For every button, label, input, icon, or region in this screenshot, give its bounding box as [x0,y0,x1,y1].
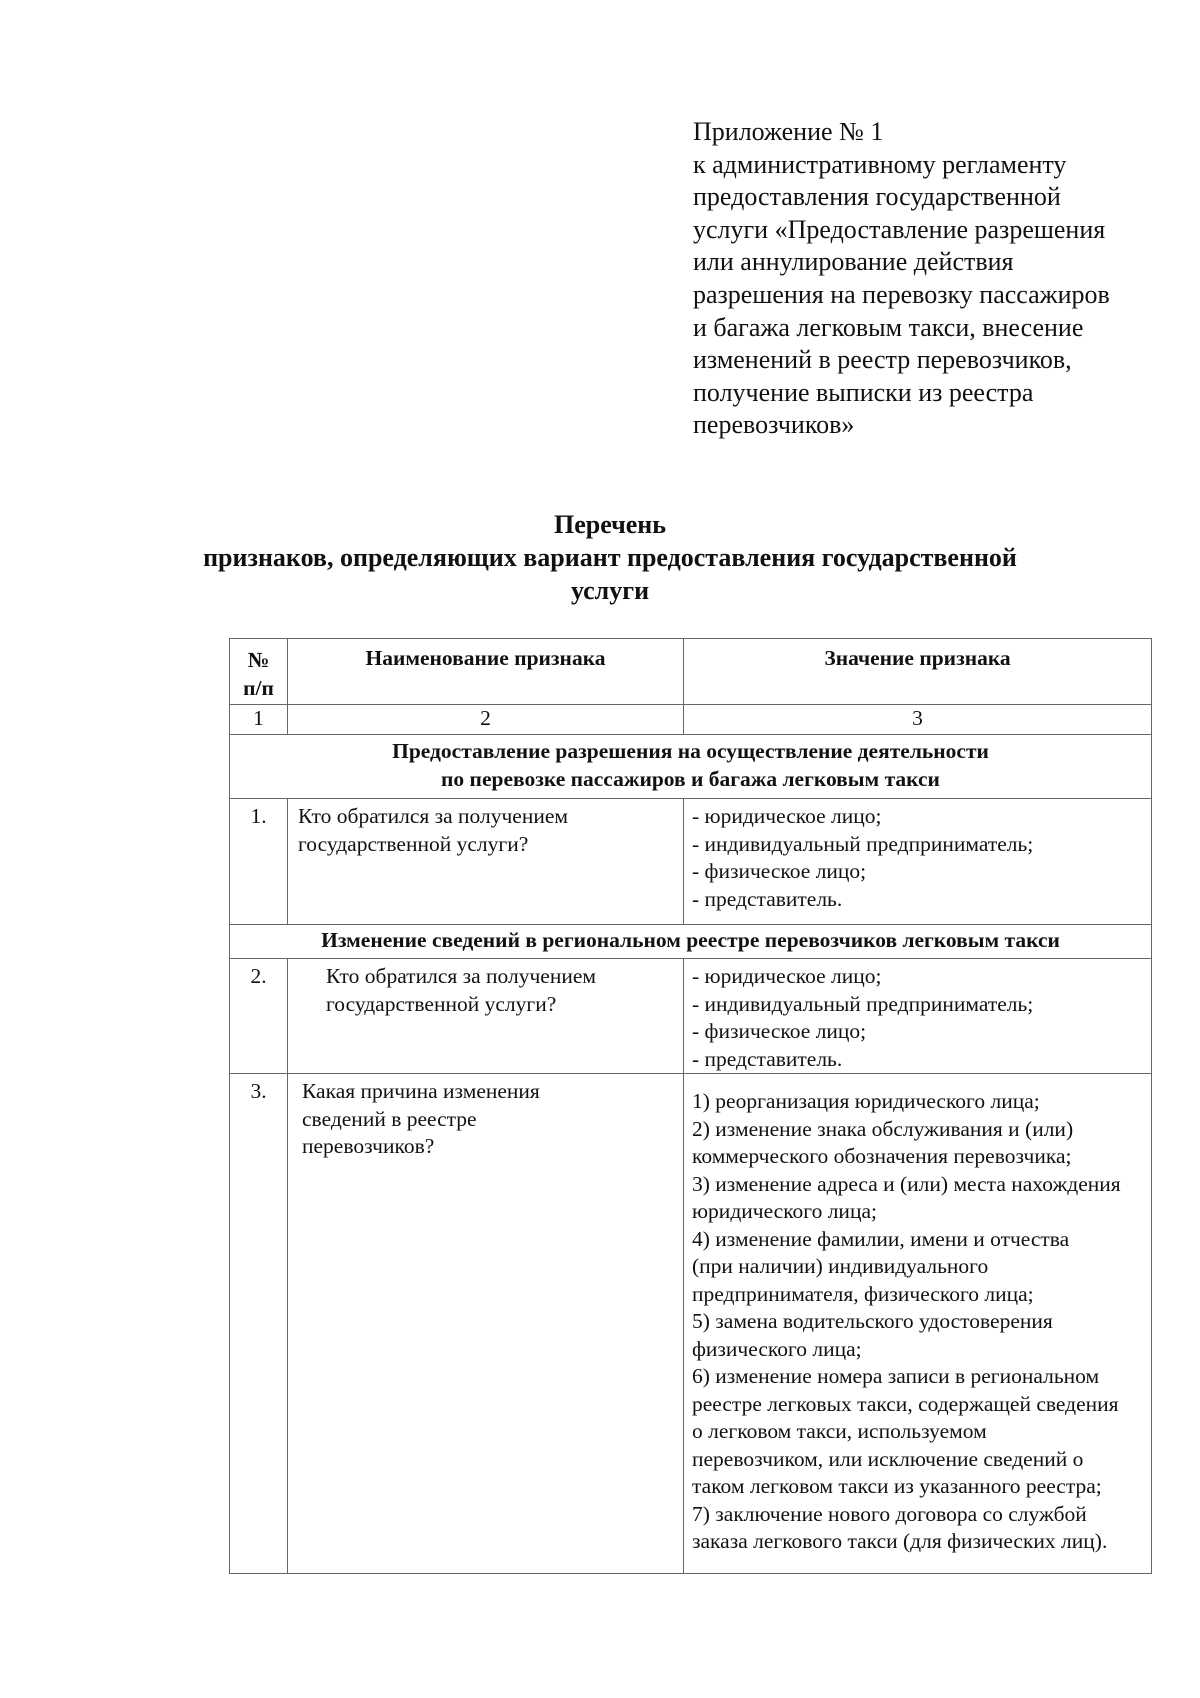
value-line: физического лица; [692,1336,862,1361]
header-value: Значение признака [684,639,1152,705]
header-name: Наименование признака [288,639,684,705]
section-heading-1 [230,735,1152,799]
value-line: - юридическое лицо; [692,804,882,828]
annex-line: перевозчиков» [693,410,855,440]
value-line: перевозчиком, или исключение сведений о [692,1446,1084,1471]
table-row [230,1074,1152,1574]
section-row [230,925,1152,959]
col-number: 3 [684,705,1152,735]
header-num-line: № [247,648,270,672]
criteria-table [229,638,1152,1574]
row-number: 2. [230,959,288,1074]
value-line: - индивидуальный предприниматель; [692,831,1034,856]
section-line: по перевозке пассажиров и багажа легковым такси [441,766,940,791]
value-line: (при наличии) индивидуального [692,1254,989,1278]
col-number: 1 [230,705,288,735]
value-line: 4) изменение фамилии, имени и отчества [692,1226,1070,1251]
title-line: услуги [570,576,650,605]
criterion-values [684,959,1152,1074]
question-line: государственной услуги? [298,831,529,856]
value-line: - физическое лицо; [692,1019,867,1043]
criterion-values [684,1074,1152,1574]
section-row [230,735,1152,799]
value-line: коммерческого обозначения перевозчика; [692,1144,1072,1168]
column-numbers-row [230,705,1152,735]
value-line: реестре легковых такси, содержащей сведения [692,1391,1119,1416]
annex-line: услуги «Предоставление разрешения [693,214,1106,244]
question-line: Кто обратился за получением [298,804,568,828]
annex-header [693,116,1173,442]
section-line: Предоставление разрешения на осуществление деятельности [392,739,989,763]
criterion-question [288,1074,684,1574]
col-number: 2 [288,705,684,735]
question-line: Какая причина изменения [302,1079,540,1103]
annex-line: получение выписки из реестра [693,377,1034,407]
table-header-row [230,639,1152,705]
question-line: государственной услуги? [326,991,557,1016]
header-num-line: п/п [243,675,274,700]
value-line: заказа легкового такси (для физических лиц). [692,1529,1108,1553]
value-line: - индивидуальный предприниматель; [692,991,1034,1016]
value-line: юридического лица; [692,1199,877,1223]
row-number: 1. [230,799,288,925]
annex-line: Приложение № 1 [693,117,884,146]
annex-line: или аннулирование действия [693,247,1014,277]
criterion-question [288,959,684,1074]
criterion-values [684,799,1152,925]
value-line: 5) замена водительского удостоверения [692,1309,1053,1333]
row-number: 3. [230,1074,288,1574]
section-heading-2: Изменение сведений в региональном реестре перевозчиков легковым такси [230,925,1152,959]
criterion-question [288,799,684,925]
value-line: 7) заключение нового договора со службой [692,1501,1087,1526]
value-line: - представитель. [692,1046,843,1071]
document-title [150,508,1070,607]
value-line: предпринимателя, физического лица; [692,1281,1034,1306]
table-row [230,959,1152,1074]
value-line: таком легковом такси из указанного реестра; [692,1474,1102,1498]
value-line: - физическое лицо; [692,859,867,883]
value-line: - представитель. [692,886,843,911]
value-line: 6) изменение номера записи в региональном [692,1364,1100,1388]
annex-line: предоставления государственной [693,182,1061,212]
question-line: сведений в реестре [302,1106,477,1131]
value-line: 1) реорганизация юридического лица; [692,1089,1040,1113]
value-line: 3) изменение адреса и (или) места нахождения [692,1171,1121,1196]
table-row [230,799,1152,925]
annex-line: к административному регламенту [693,149,1067,179]
value-line: о легковом такси, используемом [692,1419,987,1443]
header-num [230,639,288,705]
annex-line: и багажа легковым такси, внесение [693,312,1084,342]
title-line: Перечень [553,510,667,539]
question-line: перевозчиков? [302,1134,435,1158]
value-line: 2) изменение знака обслуживания и (или) [692,1116,1074,1141]
title-line: признаков, определяющих вариант предоставления государственной [203,543,1017,572]
annex-line: разрешения на перевозку пассажиров [693,279,1110,309]
value-line: - юридическое лицо; [692,964,882,988]
question-line: Кто обратился за получением [326,964,596,988]
annex-line: изменений в реестр перевозчиков, [693,345,1072,375]
